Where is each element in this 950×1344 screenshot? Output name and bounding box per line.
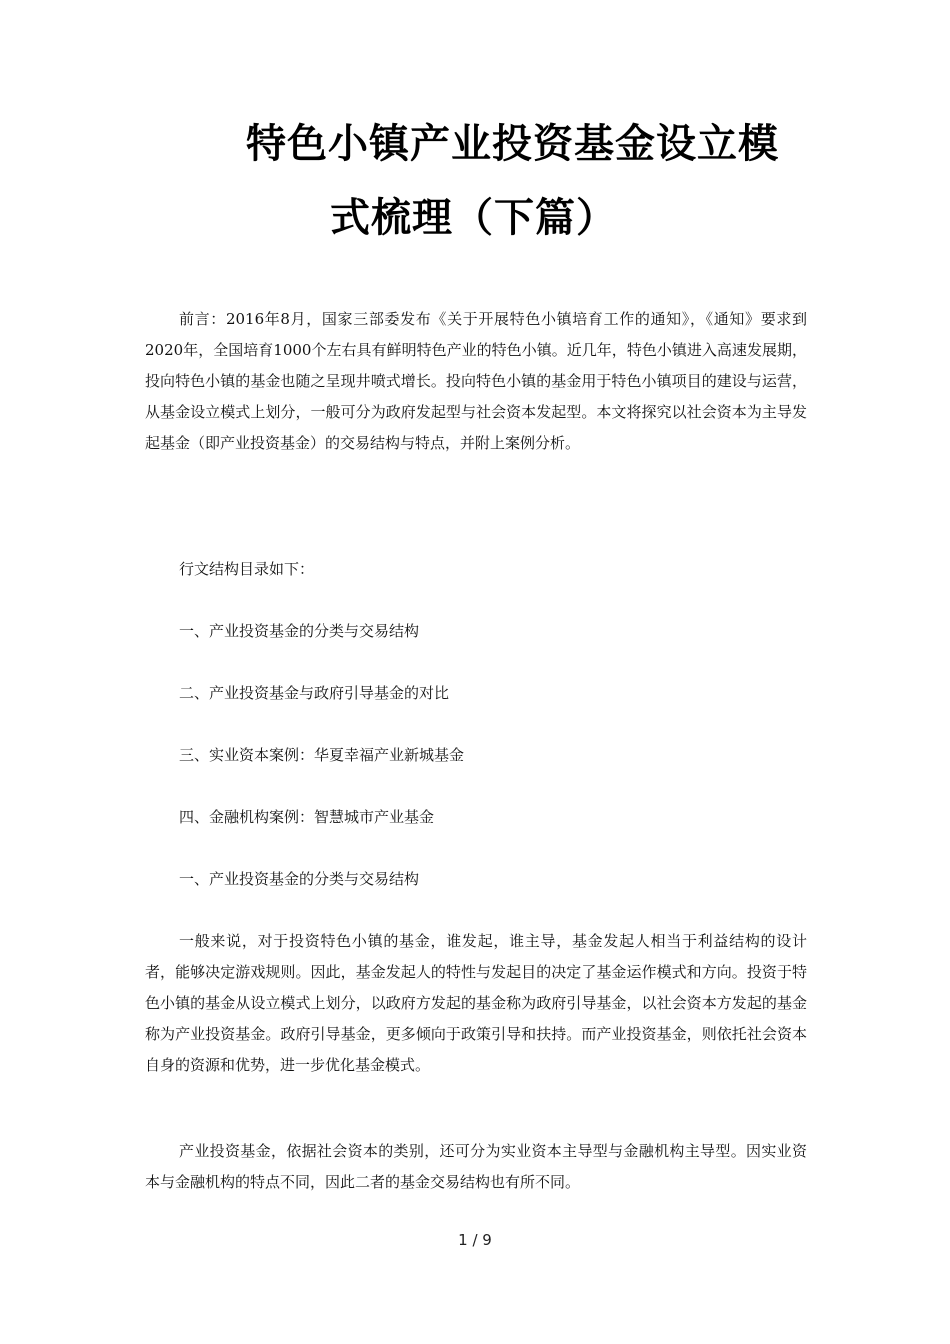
intro-paragraph: 前言：2016年8月，国家三部委发布《关于开展特色小镇培育工作的通知》，《通知》要求到2020年，全国培育1000个左右具有鲜明特色产业的特色小镇。近几年，特色小镇进入高速发展期，投向特色小镇的基金也随之呈现井喷式增长。投向特色小镇的基金用于特色小镇项目的建设与运营，从基金设立模式上划分，一般可分为政府发起型与社会资本发起型。本文将探究以社会资本为主导发起基金（即产业投资基金）的交易结构与特点，并附上案例分析。 bbox=[145, 310, 807, 452]
toc-heading: 行文结构目录如下： bbox=[179, 560, 315, 578]
toc-item: 二、产业投资基金与政府引导基金的对比 bbox=[179, 684, 450, 702]
section-heading: 一、产业投资基金的分类与交易结构 bbox=[179, 870, 420, 888]
document-title-line-2: 式梳理（下篇） bbox=[330, 195, 617, 241]
toc-item: 三、实业资本案例：华夏幸福产业新城基金 bbox=[179, 746, 465, 764]
toc-item: 四、金融机构案例：智慧城市产业基金 bbox=[179, 808, 435, 826]
page-number: 1 / 9 bbox=[458, 1231, 492, 1249]
body-paragraph: 一般来说，对于投资特色小镇的基金，谁发起，谁主导，基金发起人相当于利益结构的设计者，能够决定游戏规则。因此，基金发起人的特性与发起目的决定了基金运作模式和方向。投资于特色小镇的基金从设立模式上划分，以政府方发起的基金称为政府引导基金，以社会资本方发起的基金称为产业投资基金。政府引导基金，更多倾向于政策引导和扶持。而产业投资基金，则依托社会资本自身的资源和优势，进一步优化基金模式。 bbox=[145, 932, 807, 1074]
document-title-line-1: 特色小镇产业投资基金设立模 bbox=[246, 121, 779, 167]
body-paragraph: 产业投资基金，依据社会资本的类别，还可分为实业资本主导型与金融机构主导型。因实业资本与金融机构的特点不同，因此二者的基金交易结构也有所不同。 bbox=[145, 1142, 807, 1191]
toc-item: 一、产业投资基金的分类与交易结构 bbox=[179, 622, 420, 640]
